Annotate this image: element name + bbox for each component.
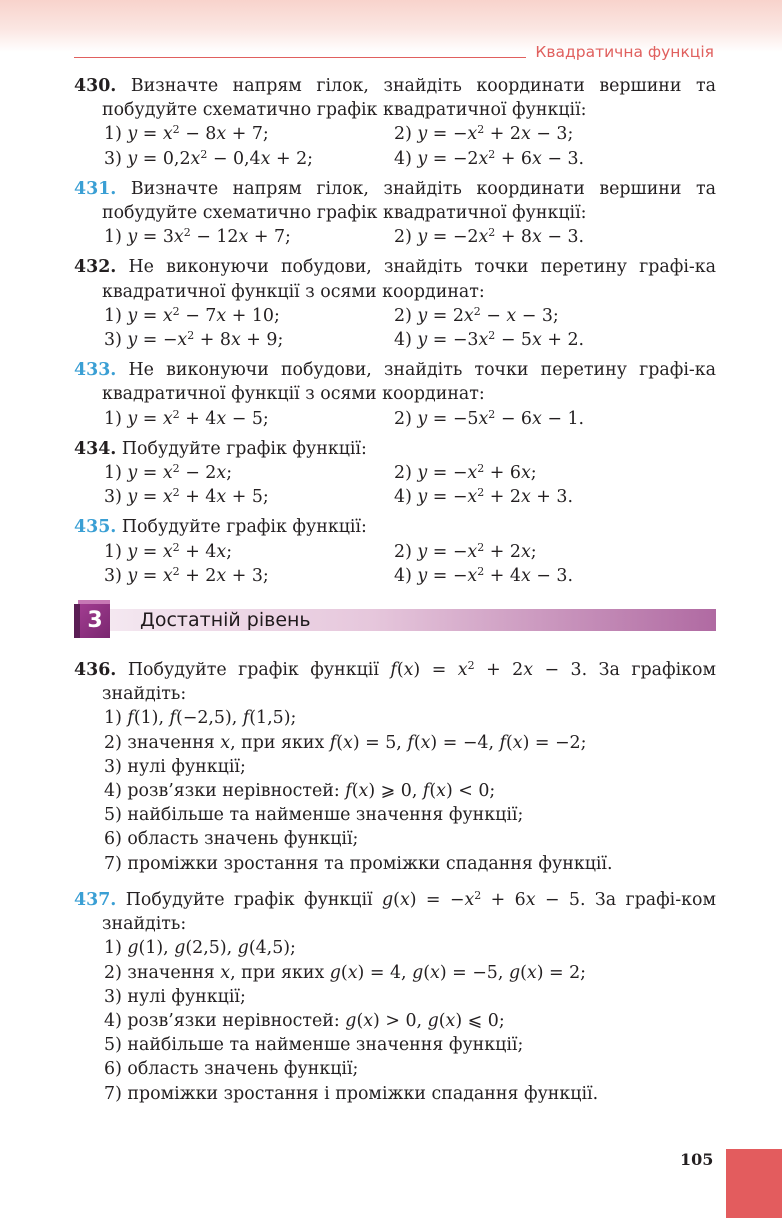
formula-item: 1) $y = x^2 + 4x$; <box>104 540 233 562</box>
problem-435 <box>74 515 716 588</box>
formula-item: 1) $y = x^2 - 2x$; <box>104 462 233 484</box>
problem-text: Побудуйте графік функції: <box>121 517 367 538</box>
problem-statement <box>74 888 716 936</box>
formula-item: 4) $y = -x^2 + 2x + 3$. <box>394 486 573 508</box>
sub-item: 5) найбільше та найменше значення функції; <box>104 1035 524 1056</box>
sub-item: 6) область значень функції; <box>104 1059 359 1080</box>
problem-text: Побудуйте графік функції <box>125 889 382 910</box>
problem-430 <box>74 74 716 171</box>
formula-item: 4) $y = -2x^2 + 6x - 3$. <box>394 147 585 169</box>
problem-number: 430. <box>74 76 117 96</box>
sub-item: 4) розв’язки нерівностей: g(x) > 0, g(x) ⩽ 0; <box>104 1010 505 1031</box>
sub-item: 7) проміжки зростання та проміжки спадання функції. <box>104 853 613 874</box>
problem-text: Не виконуючи побудови, знайдіть точки перетину графі-ка квадратичної функції з осями координат: <box>102 257 716 302</box>
problem-number: 434. <box>74 438 117 459</box>
sub-items <box>74 706 716 875</box>
formula-item: 4) $y = -x^2 + 4x - 3$. <box>394 564 573 586</box>
formula-item: 2) $y = -x^2 + 6x$; <box>394 462 537 484</box>
problem-text: Визначте напрям гілок, знайдіть координати вершини та побудуйте схематично графік квадратичної функції: <box>102 76 716 121</box>
formula-item: 4) $y = -3x^2 - 5x + 2$. <box>394 329 585 351</box>
problem-number: 432. <box>74 257 117 278</box>
header-rule <box>74 57 526 58</box>
problem-statement <box>74 437 716 461</box>
problem-432 <box>74 255 716 352</box>
problem-text: Побудуйте графік функції: <box>121 438 367 459</box>
problem-text: . За графіком знайдіть: <box>102 660 716 705</box>
formula-item: 2) $y = -2x^2 + 8x - 3$. <box>394 226 585 248</box>
problem-434 <box>74 437 716 510</box>
page-corner-tab <box>726 1149 782 1218</box>
formula-item: 1) $y = x^2 - 8x + 7$; <box>104 123 269 145</box>
sub-item: 5) найбільше та найменше значення функції; <box>104 805 524 826</box>
sub-item: 1) f(1), f(−2,5), f(1,5); <box>104 708 297 729</box>
formula-grid <box>74 540 716 588</box>
formula-item: 1) $y = 3x^2 - 12x + 7$; <box>104 226 291 248</box>
sub-item: 2) значення x, при яких f(x) = 5, f(x) = −4, f(x) = −2; <box>104 732 587 753</box>
problem-statement <box>74 515 716 539</box>
sub-item: 1) g(1), g(2,5), g(4,5); <box>104 938 296 959</box>
problem-text: . За графі-ком знайдіть: <box>102 889 716 935</box>
level-banner <box>74 600 716 640</box>
problem-433 <box>74 358 716 431</box>
problem-number: 433. <box>74 360 117 381</box>
formula-item: 3) $y = x^2 + 2x + 3$; <box>104 564 269 586</box>
formula-grid <box>74 225 716 249</box>
problem-statement <box>74 658 716 706</box>
sub-item: 4) розв’язки нерівностей: f(x) ⩾ 0, f(x) < 0; <box>104 781 496 802</box>
formula-item: 3) $y = -x^2 + 8x + 9$; <box>104 329 284 351</box>
function-formula: $f(x) = x^2 + 2x - 3$ <box>390 659 582 681</box>
problem-number: 431. <box>74 178 117 199</box>
sub-item: 2) значення x, при яких g(x) = 4, g(x) = −5, g(x) = 2; <box>104 962 587 983</box>
level-number-badge: 3 <box>80 604 110 638</box>
problem-statement <box>74 74 716 122</box>
sub-item: 3) нулі функції; <box>104 756 246 777</box>
formula-grid <box>74 407 716 431</box>
formula-item: 1) $y = x^2 - 7x + 10$; <box>104 304 280 326</box>
problem-text: Не виконуючи побудови, знайдіть точки перетину графі-ка квадратичної функції з осями координат: <box>102 360 716 405</box>
formula-item: 2) $y = 2x^2 - x - 3$; <box>394 304 559 326</box>
problem-text: Визначте напрям гілок, знайдіть координати вершини та побудуйте схематично графік квадратичної функції: <box>102 178 716 224</box>
problem-436 <box>74 658 716 876</box>
page-number: 105 <box>680 1150 714 1169</box>
problem-number: 437. <box>74 889 117 910</box>
running-header-title: Квадратична функція <box>535 43 714 61</box>
formula-item: 2) $y = -x^2 + 2x$; <box>394 540 537 562</box>
sub-item: 7) проміжки зростання і проміжки спадання функції. <box>104 1083 599 1104</box>
problem-437 <box>74 888 716 1106</box>
formula-item: 3) $y = 0,2x^2 - 0,4x + 2$; <box>104 147 313 169</box>
formula-item: 2) $y = -x^2 + 2x - 3$; <box>394 123 574 145</box>
level-title: Достатній рівень <box>140 609 311 632</box>
formula-item: 1) $y = x^2 + 4x - 5$; <box>104 407 269 429</box>
problem-number: 435. <box>74 517 117 538</box>
sub-item: 3) нулі функції; <box>104 986 246 1007</box>
formula-grid <box>74 304 716 352</box>
problem-statement <box>74 358 716 406</box>
page-content <box>74 74 716 1118</box>
problem-text: Побудуйте графік функції <box>127 660 391 681</box>
formula-item: 2) $y = -5x^2 - 6x - 1$. <box>394 407 585 429</box>
problem-number: 436. <box>74 660 117 681</box>
sub-items <box>74 936 716 1105</box>
formula-grid <box>74 461 716 509</box>
problem-statement <box>74 177 716 225</box>
problem-statement <box>74 255 716 303</box>
problem-431 <box>74 177 716 250</box>
formula-item: 3) $y = x^2 + 4x + 5$; <box>104 486 269 508</box>
formula-grid <box>74 122 716 170</box>
sub-item: 6) область значень функції; <box>104 829 359 850</box>
function-formula: $g(x) = -x^2 + 6x - 5$ <box>382 888 580 910</box>
